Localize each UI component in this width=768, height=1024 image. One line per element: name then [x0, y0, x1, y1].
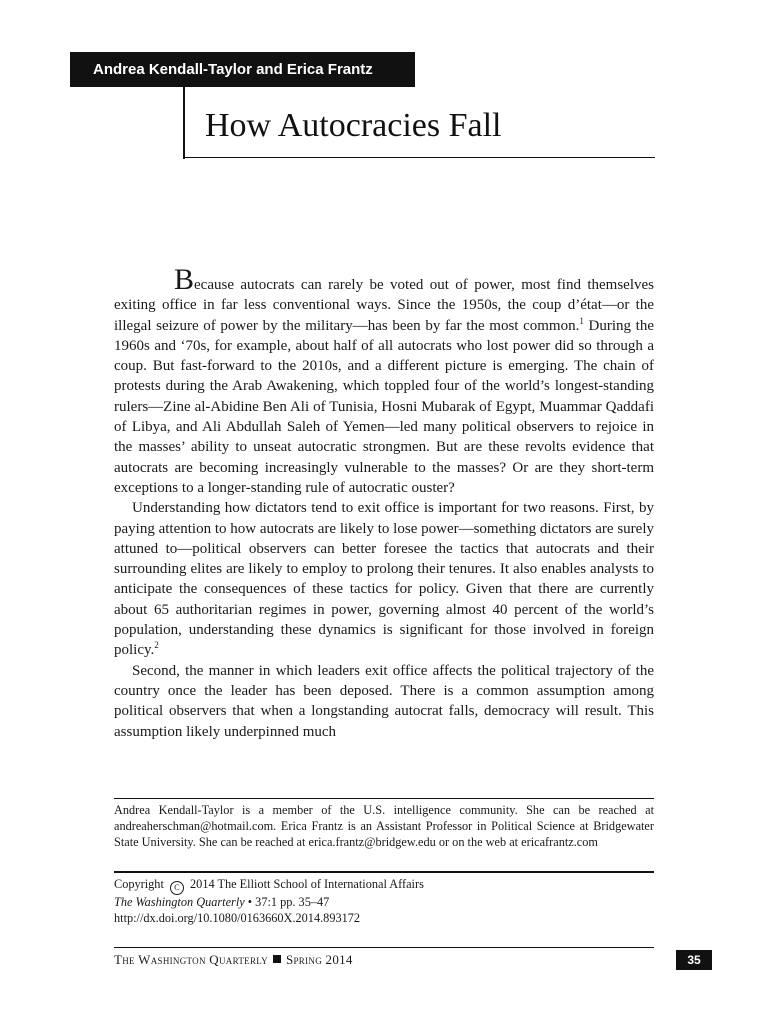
- footer-journal-name: The Washington Quarterly: [114, 952, 268, 967]
- article-title: How Autocracies Fall: [205, 107, 502, 144]
- page-number: 35: [676, 950, 712, 970]
- paragraph-1-text-a: ecause autocrats can rarely be voted out of power, most find themselves exiting office in far less conventional ways. Since the 1950s, the coup d’état—or the illegal seizure of power by the military—has been by far the most common.: [114, 277, 654, 334]
- doi-link[interactable]: http://dx.doi.org/10.1080/0163660X.2014.893172: [114, 910, 361, 925]
- paragraph-2: [114, 498, 654, 660]
- author-names: Andrea Kendall-Taylor and Erica Frantz: [93, 61, 373, 78]
- paragraph-1: [114, 263, 654, 498]
- copyright-block: [114, 877, 654, 927]
- footnote-ref-2: 2: [154, 640, 159, 651]
- article-body: [114, 263, 654, 742]
- paragraph-3-text: Second, the manner in which leaders exit office affects the political trajectory of the country once the leader has been deposed. There is a common assumption among political observers that when a longstanding autocrat falls, democracy will result. This assumption likely underpinned much: [114, 662, 654, 740]
- journal-name-italic: The Washington Quarterly: [114, 895, 245, 909]
- paragraph-1-text-b: During the 1960s and ‘70s, for example, about half of all autocrats who lost power did so through a coup. But fast-forward to the 2010s, and a different picture is emerging. The chain of protests during the Arab Awakening, which toppled four of the world’s longest-standing rulers—Zine al-Abidine Ben Ali of Tunisia, Hosni Mubarak of Egypt, Muammar Qaddafi of Libya, and Ali Abdullah Saleh of Yemen—led many political observers to rejoice in the masses’ ability to unseat autocratic strongmen. But are these revolts evidence that autocrats are becoming increasingly vulnerable to the masses? Or are they short-term exceptions to a longer-standing rule of autocratic ouster?: [114, 317, 654, 496]
- journal-issue: • 37:1 pp. 35–47: [244, 895, 330, 909]
- title-horizontal-rule: [183, 157, 655, 158]
- running-footer: [114, 952, 353, 968]
- footnote-rule: [114, 798, 654, 799]
- drop-cap: B: [174, 263, 195, 296]
- square-bullet-icon: [273, 955, 281, 963]
- footer-rule: [114, 947, 654, 948]
- copyright-line: [114, 877, 654, 895]
- copyright-icon: C: [170, 881, 184, 895]
- footnote-ref-1: 1: [579, 315, 584, 326]
- author-banner: [70, 52, 415, 87]
- copyright-rule: [114, 871, 654, 873]
- journal-issue-line: [114, 895, 654, 911]
- author-footnote: Andrea Kendall-Taylor is a member of the U.S. intelligence community. She can be reached at andreaherschman@hotmail.com. Erica Frantz is an Assistant Professor in Political Science at Bridgewater State University. She can be reached at erica.frantz@bridgew.edu or on the web at ericafrantz.com: [114, 803, 654, 849]
- paragraph-2-text: Understanding how dictators tend to exit office is important for two reasons. First, by paying attention to how autocrats are likely to lose power—something dictators are surely attuned to—political observers can better foresee the tactics that autocrats and their surrounding elites are likely to employ to prolong their tenures. It also enables analysts to anticipate the consequences of these tactics for policy. Given that there are currently about 65 authoritarian regimes in power, governing almost 40 percent of the world’s population, understanding these dynamics is significant for those involved in foreign policy.: [114, 500, 654, 659]
- copyright-holder: 2014 The Elliott School of International Affairs: [190, 877, 424, 891]
- copyright-prefix: Copyright: [114, 877, 164, 891]
- title-vertical-rule: [183, 87, 185, 159]
- paragraph-3: [114, 661, 654, 742]
- footer-issue: Spring 2014: [285, 952, 353, 967]
